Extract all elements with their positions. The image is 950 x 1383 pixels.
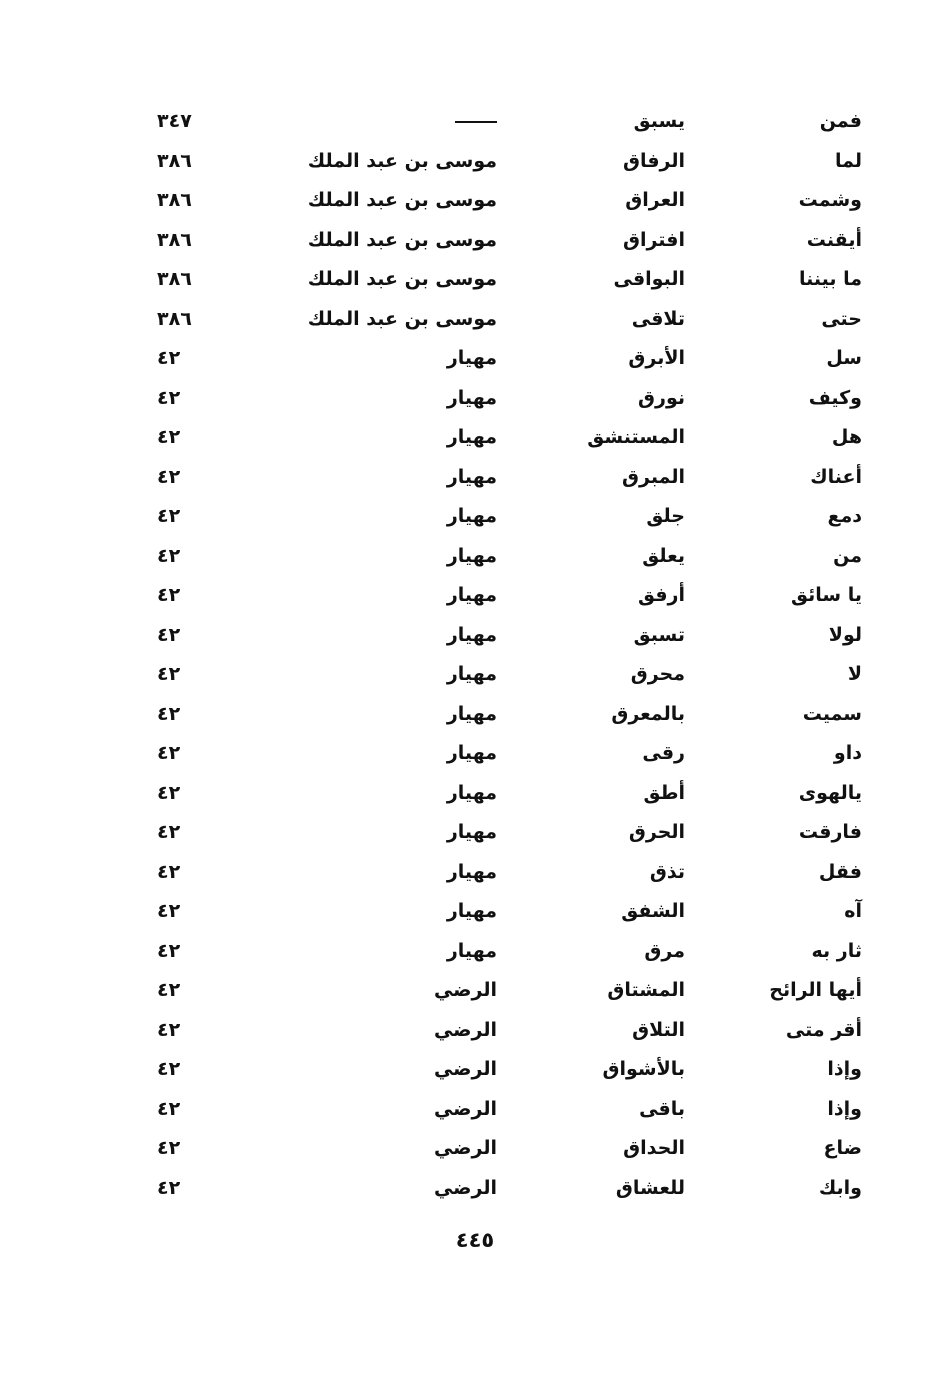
rhyme-word: مرق	[644, 939, 685, 962]
rhyme-word: أطق	[643, 781, 685, 804]
poet-name: مهيار	[446, 781, 497, 804]
poet-name: مهيار	[446, 663, 497, 685]
rhyme-word: رقى	[642, 742, 685, 764]
table-row	[0, 339, 950, 379]
poet-name	[277, 102, 497, 142]
page-reference: ٣٨٦	[157, 149, 192, 172]
verse-start-word: فقل	[818, 860, 862, 883]
verse-start-word: ثار به	[811, 939, 862, 962]
page-reference: ٤٢	[157, 386, 181, 409]
unknown-poet-dash	[455, 121, 497, 123]
poet-name: مهيار	[446, 584, 497, 606]
page-reference: ٤٢	[157, 544, 181, 567]
page-reference: ٤٢	[157, 702, 181, 725]
poet-name: الرضي	[433, 1176, 497, 1199]
poet-name: مهيار	[446, 742, 497, 764]
table-row	[0, 537, 950, 577]
verse-start-word: من	[833, 544, 862, 567]
table-row	[0, 379, 950, 419]
verse-start-word: يا سائق	[791, 584, 862, 606]
rhyme-word: بالمعرق	[611, 702, 685, 725]
table-row	[0, 102, 950, 142]
verse-start-word: سل	[826, 347, 862, 369]
rhyme-word: المشتاق	[607, 979, 685, 1001]
poet-name: موسى بن عبد الملك	[307, 189, 497, 211]
table-row	[0, 1011, 950, 1051]
rhyme-word: الشفق	[621, 900, 685, 922]
table-row	[0, 576, 950, 616]
verse-start-word: ما بيننا	[798, 268, 862, 290]
verse-start-word: حتى	[821, 307, 862, 330]
page-reference: ٣٤٧	[157, 110, 192, 132]
poet-name: مهيار	[446, 386, 497, 409]
table-row	[0, 1050, 950, 1090]
page-reference: ٤٢	[157, 979, 181, 1001]
table-row	[0, 695, 950, 735]
poet-name: موسى بن عبد الملك	[307, 268, 497, 290]
page-reference: ٤٢	[157, 623, 181, 646]
verse-start-word: وشمت	[798, 189, 862, 211]
page-reference: ٤٢	[157, 1137, 181, 1159]
verse-start-word: وابك	[818, 1176, 862, 1199]
table-row	[0, 300, 950, 340]
table-row	[0, 221, 950, 261]
rhyme-word: البواقى	[613, 268, 685, 290]
rhyme-word: يعلق	[642, 544, 685, 567]
table-row	[0, 497, 950, 537]
poet-name: مهيار	[446, 465, 497, 488]
table-row	[0, 655, 950, 695]
page-reference: ٣٨٦	[157, 228, 192, 251]
page-reference: ٤٢	[157, 1097, 181, 1120]
table-row	[0, 260, 950, 300]
poet-name: الرضي	[433, 1018, 497, 1041]
poet-name: مهيار	[446, 702, 497, 725]
poet-name: مهيار	[446, 426, 497, 448]
table-row	[0, 774, 950, 814]
rhyme-word: نورق	[638, 386, 685, 409]
rhyme-word: الأبرق	[628, 347, 685, 369]
poet-name: مهيار	[446, 544, 497, 567]
table-row	[0, 971, 950, 1011]
verse-start-word: وإذا	[827, 1058, 862, 1080]
table-row	[0, 853, 950, 893]
table-row	[0, 892, 950, 932]
rhyme-word: المستنشق	[587, 426, 685, 448]
page-reference: ٣٨٦	[157, 268, 192, 290]
verse-start-word: وإذا	[827, 1097, 862, 1120]
verse-start-word: ضاع	[823, 1137, 862, 1159]
table-row	[0, 734, 950, 774]
poet-name: موسى بن عبد الملك	[307, 228, 497, 251]
page-reference: ٤٢	[157, 465, 181, 488]
page-reference: ٤٢	[157, 821, 181, 843]
rhyme-word: بالأشواق	[602, 1058, 685, 1080]
poet-name: مهيار	[446, 505, 497, 527]
poet-name: مهيار	[446, 900, 497, 922]
page-reference: ٤٢	[157, 939, 181, 962]
poet-name: الرضي	[433, 1097, 497, 1120]
poet-name: الرضي	[433, 1137, 497, 1159]
table-row	[0, 418, 950, 458]
rhyme-word: العراق	[625, 189, 685, 211]
table-row	[0, 1129, 950, 1169]
poet-name: مهيار	[446, 821, 497, 843]
table-row	[0, 813, 950, 853]
verse-start-word: هل	[831, 426, 862, 448]
poet-name: الرضي	[433, 979, 497, 1001]
poet-name: الرضي	[433, 1058, 497, 1080]
poet-name: مهيار	[446, 623, 497, 646]
page-reference: ٤٢	[157, 426, 181, 448]
page-reference: ٤٢	[157, 663, 181, 685]
verse-start-word: يالهوى	[798, 781, 862, 804]
rhyme-word: محرق	[630, 663, 685, 685]
page-reference: ٤٢	[157, 781, 181, 804]
page-reference: ٤٢	[157, 584, 181, 606]
page-reference: ٤٢	[157, 1018, 181, 1041]
verse-start-word: آه	[844, 900, 862, 922]
page-reference: ٤٢	[157, 860, 181, 883]
verse-start-word: لما	[834, 149, 862, 172]
rhyme-word: تسبق	[633, 623, 685, 646]
page-number: ٤٤٥	[455, 1228, 495, 1252]
page-reference: ٤٢	[157, 742, 181, 764]
verse-start-word: سميت	[802, 702, 862, 725]
rhyme-word: المبرق	[622, 465, 685, 488]
poet-name: مهيار	[446, 860, 497, 883]
rhyme-word: للعشاق	[615, 1176, 685, 1199]
page-reference: ٤٢	[157, 347, 181, 369]
rhyme-word: افتراق	[622, 228, 685, 251]
page-reference: ٤٢	[157, 1058, 181, 1080]
verse-start-word: أيها الرائح	[769, 979, 862, 1001]
table-row	[0, 932, 950, 972]
verse-start-word: دمع	[827, 505, 862, 527]
verse-start-word: أعناك	[810, 465, 862, 488]
verse-start-word: فمن	[819, 110, 862, 132]
page-reference: ٣٨٦	[157, 189, 192, 211]
rhyme-word: التلاق	[632, 1018, 685, 1041]
verse-start-word: لا	[847, 663, 862, 685]
verse-start-word: أيقنت	[806, 228, 862, 251]
poet-name: مهيار	[446, 939, 497, 962]
verse-start-word: فارقت	[798, 821, 862, 843]
rhyme-index-table	[0, 102, 950, 1208]
rhyme-word: جلق	[646, 505, 685, 527]
verse-start-word: داو	[833, 742, 862, 764]
page-reference: ٤٢	[157, 505, 181, 527]
verse-start-word: وكيف	[808, 386, 862, 409]
rhyme-word: الرفاق	[622, 149, 685, 172]
rhyme-word: تذق	[649, 860, 685, 883]
rhyme-word: باقى	[639, 1097, 685, 1120]
table-row	[0, 458, 950, 498]
verse-start-word: أقر متى	[785, 1018, 862, 1041]
table-row	[0, 142, 950, 182]
table-row	[0, 616, 950, 656]
rhyme-word: أرفق	[637, 584, 685, 606]
poet-name: موسى بن عبد الملك	[307, 149, 497, 172]
rhyme-word: تلاقى	[631, 307, 685, 330]
rhyme-word: يسبق	[633, 110, 685, 132]
rhyme-word: الحداق	[623, 1137, 685, 1159]
page-reference: ٣٨٦	[157, 307, 192, 330]
table-row	[0, 1169, 950, 1209]
rhyme-word: الحرق	[628, 821, 685, 843]
page-reference: ٤٢	[157, 900, 181, 922]
poet-name: موسى بن عبد الملك	[307, 307, 497, 330]
verse-start-word: لولا	[828, 623, 862, 646]
table-row	[0, 181, 950, 221]
page-reference: ٤٢	[157, 1176, 181, 1199]
poet-name: مهيار	[446, 347, 497, 369]
table-row	[0, 1090, 950, 1130]
